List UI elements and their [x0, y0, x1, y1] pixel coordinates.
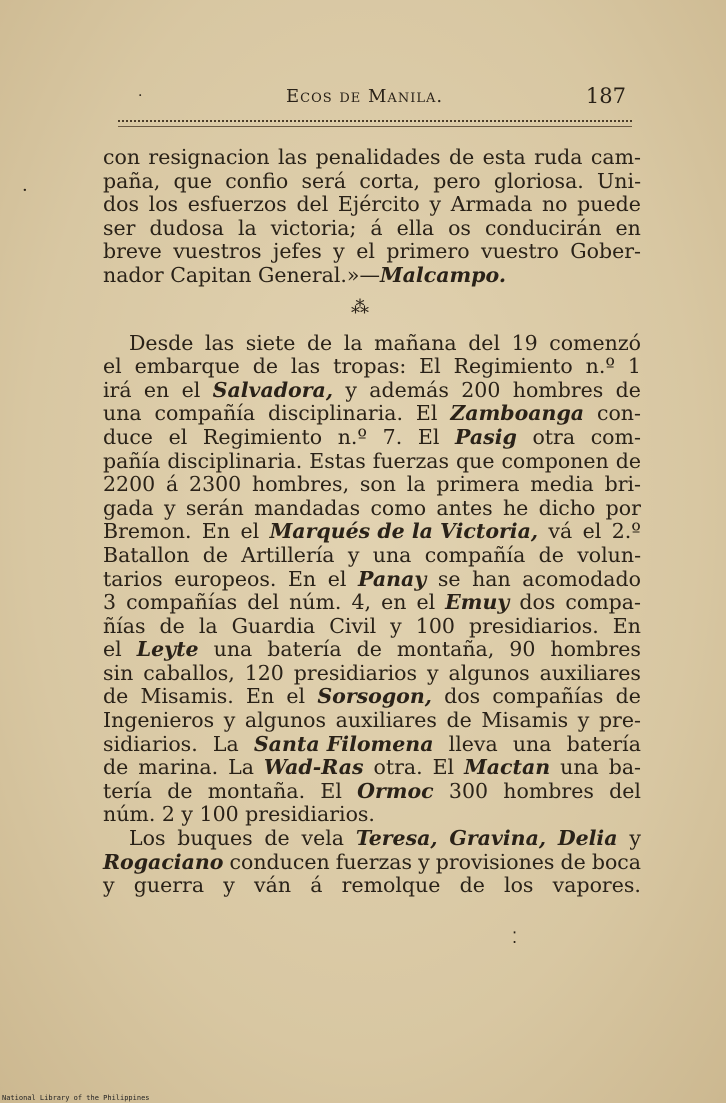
word: montaña. [207, 778, 306, 803]
word: y [426, 660, 439, 685]
word: hombres [503, 778, 594, 803]
word: no [541, 192, 568, 217]
word: compañías [126, 590, 238, 615]
word: breve [103, 239, 162, 264]
word: provisiones [435, 849, 555, 874]
word: antes [436, 495, 493, 520]
running-title: Ecos de Manila. [286, 86, 444, 107]
text-line [103, 803, 641, 827]
word: com- [590, 424, 641, 449]
word: he [502, 495, 529, 520]
text-line [103, 615, 641, 639]
text-line [103, 170, 641, 194]
word: la [406, 472, 426, 497]
word: hombres [550, 637, 641, 662]
page-number: 187 [585, 84, 626, 108]
word: una [103, 401, 142, 426]
word: cam- [590, 145, 641, 169]
word: en [615, 215, 641, 240]
word: compañía [154, 401, 256, 426]
italic-word: Sorsogon, [317, 684, 432, 709]
word: corta, [359, 168, 420, 193]
word: La [212, 731, 239, 756]
word: de [356, 637, 382, 662]
word: han [472, 566, 511, 591]
word: y [577, 708, 590, 733]
word: de [448, 145, 475, 169]
word: de [252, 354, 278, 379]
word: el [103, 637, 122, 662]
word: una [372, 542, 412, 567]
text-line [103, 851, 641, 875]
word: serán [185, 495, 244, 520]
word: En [201, 519, 231, 544]
word: penalidades [315, 145, 441, 169]
word: con- [596, 401, 641, 426]
word: 2300 [189, 472, 242, 497]
text-line [103, 332, 641, 356]
word: ván [254, 873, 292, 898]
word: sidiarios. [103, 731, 198, 756]
word: europeos. [174, 566, 277, 591]
word: Bremon. [103, 519, 192, 544]
word: de [615, 448, 641, 473]
word: 200 [461, 377, 501, 402]
text-line [103, 450, 641, 474]
word: tropas: [333, 354, 407, 379]
word: de [560, 849, 586, 874]
word: Misamis. [140, 684, 234, 709]
closing-text: nador Capitan General.»— [103, 262, 380, 287]
word: las [204, 330, 235, 355]
word: y [347, 542, 360, 567]
word: pre- [598, 708, 641, 733]
word: os [448, 215, 471, 240]
word: tarios [103, 566, 163, 591]
word: auxiliares [335, 708, 437, 733]
word: 19 [511, 330, 538, 355]
text-line [103, 379, 641, 403]
word: El [417, 424, 440, 449]
word: se [437, 566, 461, 591]
word: Ingenieros [103, 708, 215, 733]
word: el [356, 239, 375, 264]
italic-word: Delia [557, 826, 618, 851]
text-line [103, 709, 641, 733]
italic-word: Teresa, [355, 826, 438, 851]
word: además [369, 377, 449, 402]
word: resignacion [148, 145, 270, 169]
word: los [504, 873, 534, 898]
word: y [390, 613, 402, 638]
word: vá [548, 519, 573, 544]
text-line [103, 780, 641, 804]
word: sin [103, 660, 134, 685]
word: 4, [351, 590, 372, 615]
word: Ejército [337, 192, 420, 217]
word: paña, [103, 168, 161, 193]
word: lleva [448, 731, 498, 756]
word: el [168, 424, 188, 449]
text-line [103, 874, 641, 898]
word: la [237, 215, 257, 240]
word: y [429, 192, 442, 217]
word: y [345, 377, 357, 402]
word: de [538, 542, 564, 567]
word: comenzó [549, 330, 641, 355]
word: el [327, 566, 347, 591]
word: ser [103, 215, 136, 240]
word: vuestros [173, 239, 262, 264]
word: que [173, 168, 212, 193]
word: 2200 [103, 472, 156, 497]
text-line [103, 520, 641, 544]
word: mañana [374, 330, 457, 355]
italic-word: Ormoc [357, 778, 434, 803]
paragraph-sailing-ships [103, 827, 641, 898]
text-line [103, 827, 641, 851]
word: primera [436, 472, 520, 497]
word: de [103, 755, 129, 780]
text-line [103, 638, 641, 662]
italic-word: Salvadora, [212, 377, 333, 402]
word: caballos, [143, 660, 235, 685]
word: que [456, 448, 495, 473]
text-line [103, 568, 641, 592]
text-line [103, 146, 641, 170]
word: El [419, 354, 441, 379]
word: 7. [382, 424, 403, 449]
text-line [103, 264, 641, 288]
word: de [202, 542, 228, 567]
word: otra. [373, 755, 423, 780]
word: por [605, 495, 641, 520]
signature: Malcampo. [379, 262, 506, 287]
footer-credit: National Library of the Philippines [2, 1094, 150, 1102]
italic-word: Panay [358, 566, 427, 591]
word: una [213, 637, 253, 662]
word: dos [519, 590, 556, 615]
word: del [609, 778, 641, 803]
text-line [103, 193, 641, 217]
word: hombres [512, 377, 604, 402]
word: pañía [103, 448, 161, 473]
word: victoria; [270, 215, 357, 240]
word: media [530, 472, 594, 497]
word: algunos [244, 708, 327, 733]
word: En [287, 566, 317, 591]
word: el [240, 519, 260, 544]
word: buques [177, 826, 253, 851]
word: n.º [585, 354, 616, 379]
word: Batallon [103, 542, 190, 567]
text-line [103, 591, 641, 615]
word: la [343, 330, 363, 355]
word: batería [267, 637, 342, 662]
word: siete [245, 330, 296, 355]
word: una [512, 731, 552, 756]
word: embarque [134, 354, 240, 379]
word: la [198, 613, 218, 638]
word: bri- [604, 472, 641, 497]
word: el [181, 377, 201, 402]
word: 2.º [611, 519, 641, 544]
word: remolque [341, 873, 441, 898]
word: son [359, 472, 396, 497]
word: será [301, 168, 347, 193]
word: Gober- [570, 239, 641, 264]
word: de [167, 778, 193, 803]
word: componen [501, 448, 609, 473]
word: hombres, [252, 472, 350, 497]
word: acomodado [522, 566, 641, 591]
word: de [615, 684, 641, 709]
text-line [103, 240, 641, 264]
word: duce [103, 424, 153, 449]
word: Regimiento [202, 424, 323, 449]
word: guerra [133, 873, 205, 898]
word: mandadas [254, 495, 361, 520]
word: Los [129, 826, 166, 851]
word: del [468, 330, 500, 355]
word: Estas [309, 448, 366, 473]
word: compa- [565, 590, 641, 615]
word: las [290, 354, 321, 379]
word: ba- [608, 755, 641, 780]
word: conducirán [484, 215, 602, 240]
italic-word: Leyte [136, 637, 199, 662]
word: ella [396, 215, 435, 240]
text-line [103, 402, 641, 426]
word: Regimiento [453, 354, 573, 379]
word: En [612, 613, 641, 638]
word: de [446, 708, 472, 733]
word: compañía [424, 542, 526, 567]
word: 100 [415, 613, 455, 638]
italic-word: Santa Filomena [253, 731, 434, 756]
bottom-mark: ⁚ [512, 928, 518, 947]
header-rule [118, 120, 632, 127]
word: disciplinaria. [167, 448, 303, 473]
word: á [310, 873, 323, 898]
word: en [143, 377, 170, 402]
word: El [415, 401, 438, 426]
word: Desde [129, 330, 194, 355]
paragraph-end: núm. 2 y 100 presidiarios. [103, 802, 375, 827]
word: Uni- [597, 168, 641, 193]
word: y [418, 849, 430, 874]
word: otra [532, 424, 576, 449]
text-line [103, 217, 641, 241]
word: y [629, 826, 641, 851]
word: y [164, 495, 176, 520]
word: En [246, 684, 275, 709]
word: primero [386, 239, 470, 264]
text-line [103, 426, 641, 450]
word: 120 [244, 660, 284, 685]
word: ñías [103, 613, 146, 638]
word: Civil [329, 613, 377, 638]
word: boca [591, 849, 641, 874]
word: de [159, 613, 185, 638]
word: 1 [627, 354, 641, 379]
word: pero [433, 168, 481, 193]
word: 90 [509, 637, 536, 662]
word: y [333, 239, 345, 264]
word: como [370, 495, 427, 520]
text-line [103, 756, 641, 780]
word: y [223, 708, 236, 733]
word: dudosa [149, 215, 224, 240]
text-line [103, 544, 641, 568]
word: puede [577, 192, 641, 217]
word: á [370, 215, 383, 240]
word: El [432, 755, 455, 780]
word: presidiarios [293, 660, 418, 685]
word: montaña, [396, 637, 495, 662]
word: los [148, 192, 179, 217]
word: vuestro [480, 239, 559, 264]
word: vapores. [552, 873, 641, 898]
word: tería [103, 778, 152, 803]
word: algunos [448, 660, 530, 685]
word: el [582, 519, 602, 544]
word: marina. [138, 755, 219, 780]
text-line [103, 497, 641, 521]
text-line [103, 355, 641, 379]
word: á [165, 472, 179, 497]
word: del [247, 590, 280, 615]
word: dos [103, 192, 139, 217]
word: del [296, 192, 329, 217]
word: Misamis [481, 708, 569, 733]
word: auxiliares [539, 660, 641, 685]
italic-word: Emuy [445, 590, 510, 615]
paragraph-embarkation [103, 332, 641, 804]
word: 300 [448, 778, 489, 803]
italic-word: Zamboanga [450, 401, 585, 426]
word: jefes [273, 239, 322, 264]
word: las [277, 145, 308, 169]
paragraph-quote-end [103, 146, 641, 264]
word: el [286, 684, 306, 709]
word: El [320, 778, 342, 803]
word: esfuerzos [187, 192, 287, 217]
word: ruda [534, 145, 583, 169]
word: el [103, 354, 122, 379]
word: vela [301, 826, 344, 851]
word: Artillería [241, 542, 335, 567]
italic-word: Mactan [464, 755, 551, 780]
body-text [103, 146, 641, 898]
italic-word: Pasig [455, 424, 517, 449]
word: esta [482, 145, 526, 169]
italic-word: Rogaciano [103, 849, 224, 874]
italic-word: Wad-Ras [263, 755, 364, 780]
word: batería [566, 731, 641, 756]
asterism-icon: ⁂ [351, 296, 371, 318]
word: Guardia [231, 613, 316, 638]
word: fuerzas [335, 849, 413, 874]
word: conducen [229, 849, 330, 874]
word: confio [225, 168, 289, 193]
text-line [103, 473, 641, 497]
text-line [103, 733, 641, 757]
section-break [103, 288, 641, 332]
word: de [264, 826, 290, 851]
italic-word: Gravina, [449, 826, 546, 851]
word: presidiarios. [468, 613, 599, 638]
word: gloriosa. [493, 168, 584, 193]
word: de [103, 684, 129, 709]
word: dos [444, 684, 481, 709]
word: volun- [577, 542, 641, 567]
word: de [306, 330, 333, 355]
margin-mark: · [22, 180, 28, 201]
word: n.º [337, 424, 368, 449]
word: con [103, 145, 141, 169]
word: disciplinaria. [268, 401, 404, 426]
word: La [228, 755, 254, 780]
word: en [381, 590, 407, 615]
word: una [560, 755, 599, 780]
word: gada [103, 495, 154, 520]
word: Armada [450, 192, 533, 217]
word: y [103, 873, 115, 898]
word: dicho [538, 495, 596, 520]
word: de [459, 873, 485, 898]
page-header [138, 86, 632, 120]
word: de [615, 377, 641, 402]
word: fuerzas [372, 448, 450, 473]
text-line [103, 662, 641, 686]
header-dot: · [138, 88, 143, 104]
word: irá [103, 377, 132, 402]
italic-word: Marqués de la Victoria, [269, 519, 539, 544]
word: 3 [103, 590, 117, 615]
word: y [223, 873, 235, 898]
word: núm. [289, 590, 342, 615]
word: compañías [492, 684, 604, 709]
word: el [416, 590, 436, 615]
text-line [103, 685, 641, 709]
